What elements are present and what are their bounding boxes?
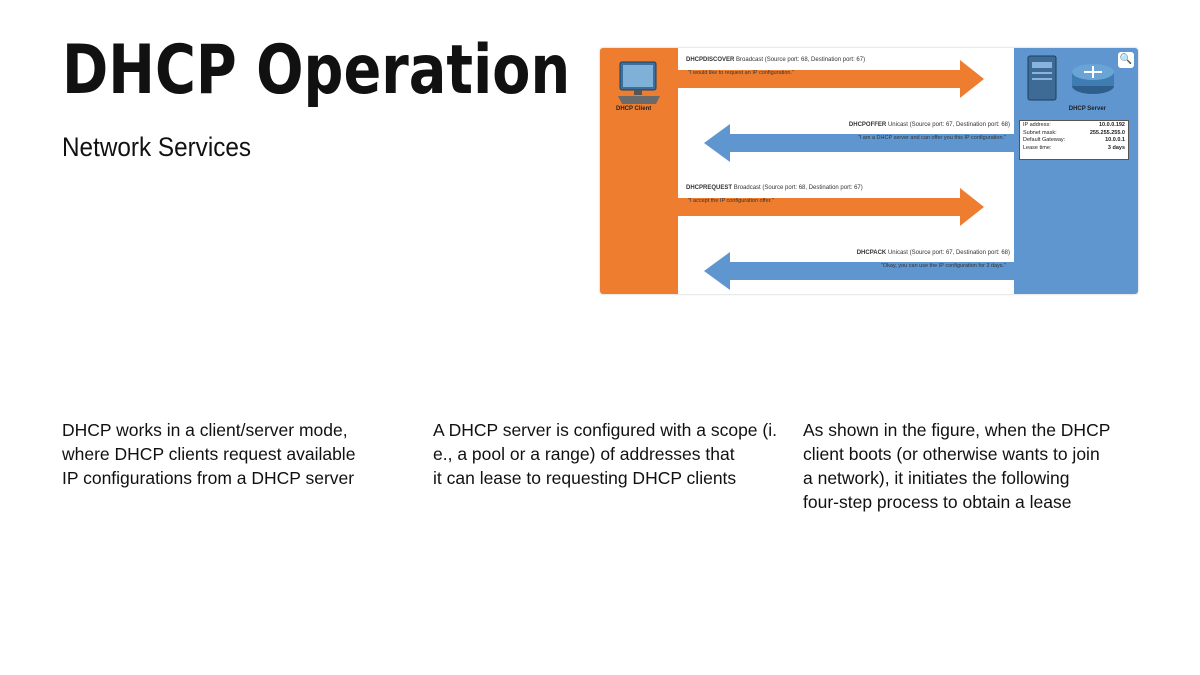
message-header: DHCPDISCOVER Broadcast (Source port: 68, Destination port: 67) <box>686 57 866 63</box>
config-row: IP address: 10.0.0.192 <box>1023 122 1125 128</box>
server-icon <box>1024 54 1060 104</box>
computer-icon <box>614 60 664 106</box>
text-line: four-step process to obtain a lease <box>803 492 1072 512</box>
message-header: DHCPACK Unicast (Source port: 67, Destination port: 68) <box>856 250 1010 256</box>
ip-config-box <box>1019 120 1129 160</box>
slide-subtitle: Network Services <box>62 132 252 162</box>
client-label: DHCP Client <box>616 106 652 112</box>
text-line: IP configurations from a DHCP server <box>62 468 355 488</box>
arrow-left <box>704 252 1014 290</box>
magnifier-icon[interactable]: 🔍 <box>1118 52 1134 68</box>
message-quote: "Okay, you can use the IP configuration for 3 days." <box>880 263 1006 269</box>
arrow-right <box>678 60 986 98</box>
text-column-3 <box>803 418 1123 514</box>
arrow-right <box>678 188 986 226</box>
text-line: where DHCP clients request available <box>62 444 356 464</box>
router-icon <box>1070 60 1116 96</box>
text-line: DHCP works in a client/server mode, <box>62 420 348 440</box>
text-line: a network), it initiates the following <box>803 468 1070 488</box>
message-quote: "I would like to request an IP configuration." <box>688 70 794 76</box>
dhcp-operation-figure <box>600 48 1138 294</box>
text-line: e., a pool or a range) of addresses that <box>433 444 735 464</box>
message-quote: "I am a DHCP server and can offer you this IP configuration." <box>857 135 1006 141</box>
message-header: DHCPREQUEST Broadcast (Source port: 68, Destination port: 67) <box>686 185 863 191</box>
message-quote: "I accept the IP configuration offer." <box>688 198 774 204</box>
text-column-1 <box>62 418 382 490</box>
server-label: DHCP Server <box>1068 106 1106 112</box>
arrow-left <box>704 124 1014 162</box>
text-line: it can lease to requesting DHCP clients <box>433 468 737 488</box>
config-row: Subnet mask: 255.255.255.0 <box>1023 129 1125 136</box>
text-line: client boots (or otherwise wants to join <box>803 444 1100 464</box>
slide-title: DHCP Operation <box>62 31 571 110</box>
text-column-2 <box>433 418 777 490</box>
config-row: Default Gateway: 10.0.0.1 <box>1023 137 1125 144</box>
text-line: A DHCP server is configured with a scope (i. <box>433 420 777 440</box>
text-line: As shown in the figure, when the DHCP <box>803 420 1111 440</box>
message-header: DHCPOFFER Unicast (Source port: 67, Destination port: 68) <box>848 122 1010 128</box>
config-row: Lease time: 3 days <box>1023 144 1125 151</box>
